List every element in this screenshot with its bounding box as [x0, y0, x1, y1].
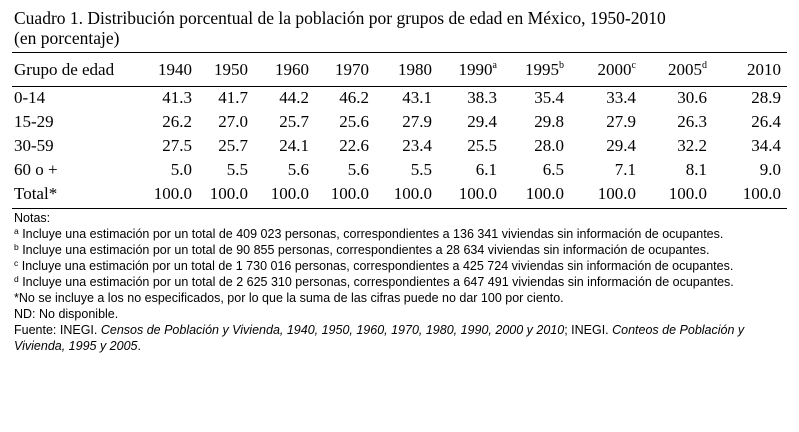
header-year-1995 — [503, 53, 570, 86]
table-cell: 29.4 — [606, 136, 636, 155]
header-year-label: 1990 — [458, 59, 493, 79]
note-a-text: Incluye una estimación por un total de 409 023 personas, correspondientes a 136 341 viviendas sin información de ocupantes. — [18, 227, 724, 241]
table-cell: 24.1 — [279, 136, 309, 155]
table-cell: 28.9 — [751, 88, 781, 107]
header-footnote-mark: b — [559, 59, 564, 71]
table-cell: 26.4 — [751, 112, 781, 131]
data-table — [12, 53, 787, 206]
note-b-mark: b — [14, 242, 19, 252]
table-cell: 26.3 — [677, 112, 707, 131]
note-c-mark: c — [14, 258, 19, 268]
table-cell: 7.1 — [614, 160, 636, 179]
header-year-label: 1970 — [335, 59, 369, 79]
table-title-line1: Cuadro 1. Distribución porcentual de la población por grupos de edad en México, 1950-2010 — [14, 8, 666, 28]
note-d-mark: d — [14, 274, 19, 284]
table-cell: 41.7 — [218, 88, 248, 107]
header-year-1940 — [142, 53, 198, 86]
table-body — [12, 86, 787, 206]
header-year-1980 — [375, 53, 438, 86]
table-cell: 41.3 — [162, 88, 192, 107]
table-cell: 25.5 — [467, 136, 497, 155]
table-cell: 29.8 — [534, 112, 564, 131]
table-cell: 6.1 — [475, 160, 497, 179]
note-b-text: Incluye una estimación por un total de 90 855 personas, correspondientes a 28 634 viviendas sin información de ocupantes. — [18, 243, 710, 257]
note-d-text: Incluye una estimación por un total de 2 625 310 personas, correspondientes a 647 491 viviendas sin información de ocupantes. — [18, 275, 734, 289]
source-separator: ; INEGI. — [564, 323, 613, 337]
note-nd: ND: No disponible. — [14, 307, 119, 321]
note-b — [14, 242, 784, 258]
table-cell: 100.0 — [597, 184, 636, 203]
row-label: 60 o + — [14, 160, 58, 179]
notes-section — [14, 210, 784, 354]
header-year-2005 — [642, 53, 713, 86]
table-title — [14, 8, 666, 48]
row-label: Total* — [14, 184, 58, 203]
header-year-label: 1940 — [158, 59, 192, 79]
table-cell: 33.4 — [606, 88, 636, 107]
table-cell: 25.7 — [218, 136, 248, 155]
table-cell: 5.5 — [226, 160, 248, 179]
table-cell: 6.5 — [542, 160, 564, 179]
note-d — [14, 274, 784, 290]
table-cell: 43.1 — [402, 88, 432, 107]
table-cell: 100.0 — [153, 184, 192, 203]
table-cell: 27.0 — [218, 112, 248, 131]
table-row — [12, 86, 787, 110]
header-year-2010 — [713, 53, 787, 86]
table-cell: 8.1 — [685, 160, 707, 179]
header-year-1990 — [438, 53, 503, 86]
row-label: 15-29 — [14, 112, 54, 131]
source-suffix: . — [137, 339, 141, 353]
header-footnote-mark: a — [492, 59, 497, 71]
source-note — [14, 322, 784, 354]
header-year-label: 2000 — [597, 59, 632, 79]
table-cell: 100.0 — [742, 184, 781, 203]
table-cell: 25.6 — [339, 112, 369, 131]
header-year-1960 — [254, 53, 315, 86]
table-cell: 100.0 — [525, 184, 564, 203]
table-row — [12, 158, 787, 182]
row-label: 30-59 — [14, 136, 54, 155]
header-year-label: 2005 — [668, 59, 702, 79]
table-cell: 100.0 — [458, 184, 497, 203]
header-year-label: 1980 — [398, 59, 432, 79]
header-year-1950 — [198, 53, 254, 86]
source-prefix: Fuente: INEGI. — [14, 323, 101, 337]
table-cell: 29.4 — [467, 112, 497, 131]
note-c — [14, 258, 784, 274]
table-cell: 27.9 — [402, 112, 432, 131]
table-cell: 22.6 — [339, 136, 369, 155]
source-title-1: Censos de Población y Vivienda, 1940, 1950, 1960, 1970, 1980, 1990, 2000 y 2010 — [100, 323, 565, 337]
table-cell: 28.0 — [534, 136, 564, 155]
table-cell: 44.2 — [279, 88, 309, 107]
header-year-1970 — [315, 53, 375, 86]
header-footnote-mark: d — [702, 59, 707, 71]
table-cell: 100.0 — [330, 184, 369, 203]
table-cell: 5.6 — [287, 160, 309, 179]
header-row — [12, 53, 787, 86]
table-row — [12, 110, 787, 134]
table-cell: 23.4 — [402, 136, 432, 155]
table-cell: 30.6 — [677, 88, 707, 107]
table-cell: 27.5 — [162, 136, 192, 155]
header-footnote-mark: c — [631, 59, 636, 71]
header-year-label: 1960 — [275, 59, 309, 79]
note-c-text: Incluye una estimación por un total de 1 730 016 personas, correspondientes a 425 724 viviendas sin información de ocupantes. — [18, 259, 734, 273]
table-cell: 38.3 — [467, 88, 497, 107]
table-cell: 100.0 — [270, 184, 309, 203]
header-year-label: 2010 — [747, 59, 781, 79]
table-title-line2: (en porcentaje) — [14, 28, 120, 48]
table-row — [12, 182, 787, 206]
header-year-label: 1950 — [214, 59, 248, 79]
table-row — [12, 134, 787, 158]
table-cell: 9.0 — [759, 160, 781, 179]
table-cell: 5.0 — [170, 160, 192, 179]
header-year-label: 1995 — [525, 59, 559, 79]
table-cell: 34.4 — [751, 136, 781, 155]
source-title-2: Conteos de Población y Vivienda, 1995 y 2005 — [14, 323, 745, 353]
notes-heading: Notas: — [14, 211, 51, 225]
table-cell: 46.2 — [339, 88, 369, 107]
table-cell: 100.0 — [209, 184, 248, 203]
table-cell: 27.9 — [606, 112, 636, 131]
row-label: 0-14 — [14, 88, 46, 107]
header-label: Grupo de edad — [14, 59, 115, 79]
table-cell: 32.2 — [677, 136, 707, 155]
header-year-2000 — [570, 53, 642, 86]
note-a — [14, 226, 784, 242]
table-cell: 5.6 — [347, 160, 369, 179]
bottom-rule — [12, 208, 787, 209]
table-cell: 26.2 — [162, 112, 192, 131]
table-cell: 100.0 — [668, 184, 707, 203]
note-total: *No se incluye a los no especificados, por lo que la suma de las cifras puede no dar 100 por ciento. — [14, 291, 564, 305]
table-cell: 25.7 — [279, 112, 309, 131]
table-cell: 100.0 — [393, 184, 432, 203]
table-cell: 5.5 — [410, 160, 432, 179]
table-cell: 35.4 — [534, 88, 564, 107]
note-a-mark: a — [14, 226, 19, 236]
